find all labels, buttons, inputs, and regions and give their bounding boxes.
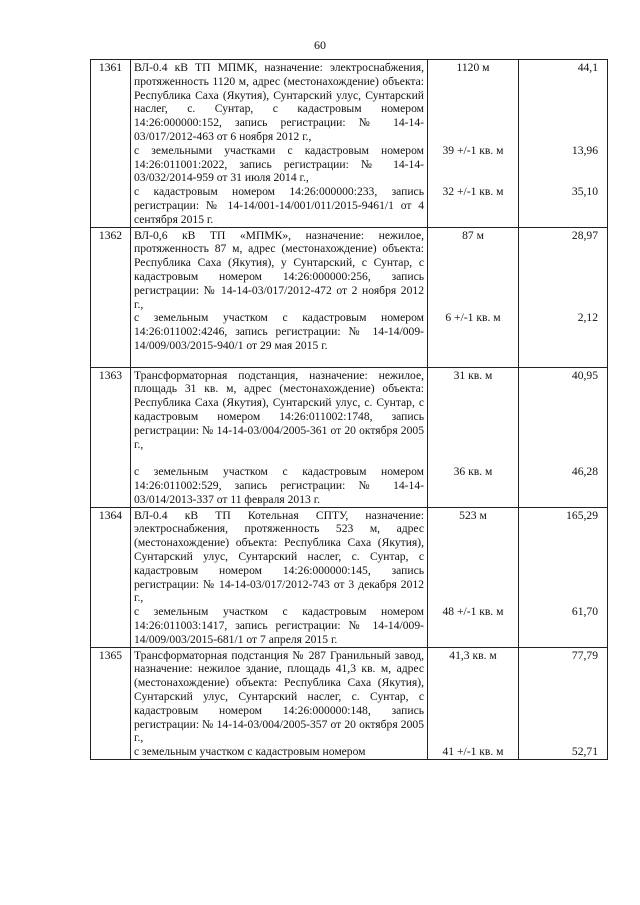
object-size: 41 +/-1 кв. м bbox=[442, 745, 504, 759]
table-row bbox=[91, 367, 608, 507]
description-segment: ВЛ-0,6 кВ ТП «МПМК», назначение: нежилое, протяженность 87 м, адрес (местонахождение) объекта: Республика Саха (Якутия), у Сунтарский, с Сунтар, с кадастровым номером 14:26:000000:256, запись регистрации: № 14-14-03/017/2012-472 от 2 ноября 2012 г., bbox=[134, 228, 424, 311]
object-description bbox=[131, 60, 428, 228]
description-segment: с земельным участком с кадастровым номером 14:26:011003:1417, запись регистрации: № 14-14/009-14/009/003/2015-681/1 от 7 апреля 2015 г. bbox=[134, 605, 424, 646]
description-segment: Трансформаторная подстанция № 287 Гранильный завод, назначение: нежилое здание, площадь 41,3 кв. м, адрес (местонахождение) объекта: Республика Саха (Якутия), Сунтарский улус, Сунтарский наслег, с. Сунтар, с кадастровым номером 14:26:000000:148, запись регистрации: № 14-14-03/004/2005-357 от 20 октября 2005 г., bbox=[134, 648, 424, 745]
object-cost: 77,79 bbox=[571, 648, 598, 662]
object-cost-cell bbox=[519, 367, 608, 507]
description-segment: с земельным участком с кадастровым номером bbox=[134, 745, 366, 759]
object-size-cell bbox=[428, 507, 519, 647]
table-row bbox=[91, 60, 608, 228]
object-description bbox=[131, 647, 428, 759]
row-number: 1363 bbox=[91, 367, 131, 507]
registry-table bbox=[90, 59, 608, 760]
description-segment: Трансформаторная подстанция, назначение: нежилое, площадь 31 кв. м, адрес (местонахождение) объекта: Республика Саха (Якутия), Сунтарский улус, с. Сунтар, с кадастровым номером 14:26:011002:1748, запись регистрации: № 14-14-03/004/2005-361 от 20 октября 2005 г., bbox=[134, 368, 424, 451]
object-size: 6 +/-1 кв. м bbox=[445, 311, 501, 325]
object-size: 32 +/-1 кв. м bbox=[442, 185, 504, 199]
object-cost: 2,12 bbox=[577, 311, 598, 325]
description-segment: ВЛ-0.4 кВ ТП МПМК, назначение: электроснабжения, протяженность 1120 м, адрес (местонахождение) объекта: Республика Саха (Якутия), Сунтарский улус, Сунтарский наслег, с. Сунтар, с кадастровым номером 14:26:000000:152, запись регистрации: № 14-14-03/017/2012-463 от 6 ноября 2012 г., bbox=[134, 61, 424, 143]
object-size: 41,3 кв. м bbox=[449, 648, 497, 662]
object-cost: 165,29 bbox=[566, 508, 598, 522]
table-row bbox=[91, 647, 608, 759]
object-size-cell bbox=[428, 227, 519, 367]
object-cost-cell bbox=[519, 507, 608, 647]
table-row bbox=[91, 507, 608, 647]
row-number: 1365 bbox=[91, 647, 131, 759]
object-cost: 44,1 bbox=[577, 61, 598, 74]
object-cost-cell bbox=[519, 60, 608, 228]
object-size: 36 кв. м bbox=[453, 465, 493, 479]
object-cost: 28,97 bbox=[571, 228, 598, 242]
description-segment: с земельными участками с кадастровым номером 14:26:011001:2022, запись регистрации: № 14-14-03/032/2014-959 от 31 июля 2014 г., bbox=[134, 143, 424, 185]
description-segment: с кадастровым номером 14:26:000000:233, запись регистрации: № 14-14/001-14/001/011/2015-9461/1 от 4 сентября 2015 г. bbox=[134, 185, 424, 226]
object-size: 523 м bbox=[459, 508, 487, 522]
object-cost: 13,96 bbox=[571, 143, 598, 157]
object-description bbox=[131, 367, 428, 507]
object-cost-cell bbox=[519, 647, 608, 759]
object-cost: 52,71 bbox=[571, 745, 598, 759]
row-number: 1364 bbox=[91, 507, 131, 647]
row-number: 1361 bbox=[91, 60, 131, 228]
object-size-cell bbox=[428, 647, 519, 759]
object-size: 31 кв. м bbox=[453, 368, 493, 382]
object-size: 39 +/-1 кв. м bbox=[442, 143, 504, 157]
description-segment: с земельным участком с кадастровым номером 14:26:011002:529, запись регистрации: № 14-14-03/014/2013-337 от 11 февраля 2013 г. bbox=[134, 465, 424, 506]
object-size: 48 +/-1 кв. м bbox=[442, 605, 504, 619]
object-cost: 40,95 bbox=[571, 368, 598, 382]
object-description bbox=[131, 227, 428, 367]
description-segment: ВЛ-0.4 кВ ТП Котельная СПТУ, назначение: электроснабжения, протяженность 523 м, адрес (местонахождение) объекта: Республика Саха (Якутия), Сунтарский улус, Сунтарский наслег, с. Сунтар, с кадастровым номером 14:26:000000:145, запись регистрации: № 14-14-03/017/2012-743 от 3 декабря 2012 г., bbox=[134, 508, 424, 605]
object-cost: 46,28 bbox=[571, 465, 598, 479]
object-cost: 61,70 bbox=[571, 605, 598, 619]
object-size: 1120 м bbox=[456, 61, 490, 74]
object-size-cell bbox=[428, 367, 519, 507]
object-size-cell bbox=[428, 60, 519, 228]
object-size: 87 м bbox=[462, 228, 484, 242]
description-segment: с земельным участком с кадастровым номером 14:26:011002:4246, запись регистрации: № 14-14/009-14/009/003/2015-940/1 от 29 мая 2015 г. bbox=[134, 311, 424, 352]
table-row bbox=[91, 227, 608, 367]
object-cost: 35,10 bbox=[571, 185, 598, 199]
object-cost-cell bbox=[519, 227, 608, 367]
row-number: 1362 bbox=[91, 227, 131, 367]
page-number: 60 bbox=[314, 38, 326, 52]
object-description bbox=[131, 507, 428, 647]
